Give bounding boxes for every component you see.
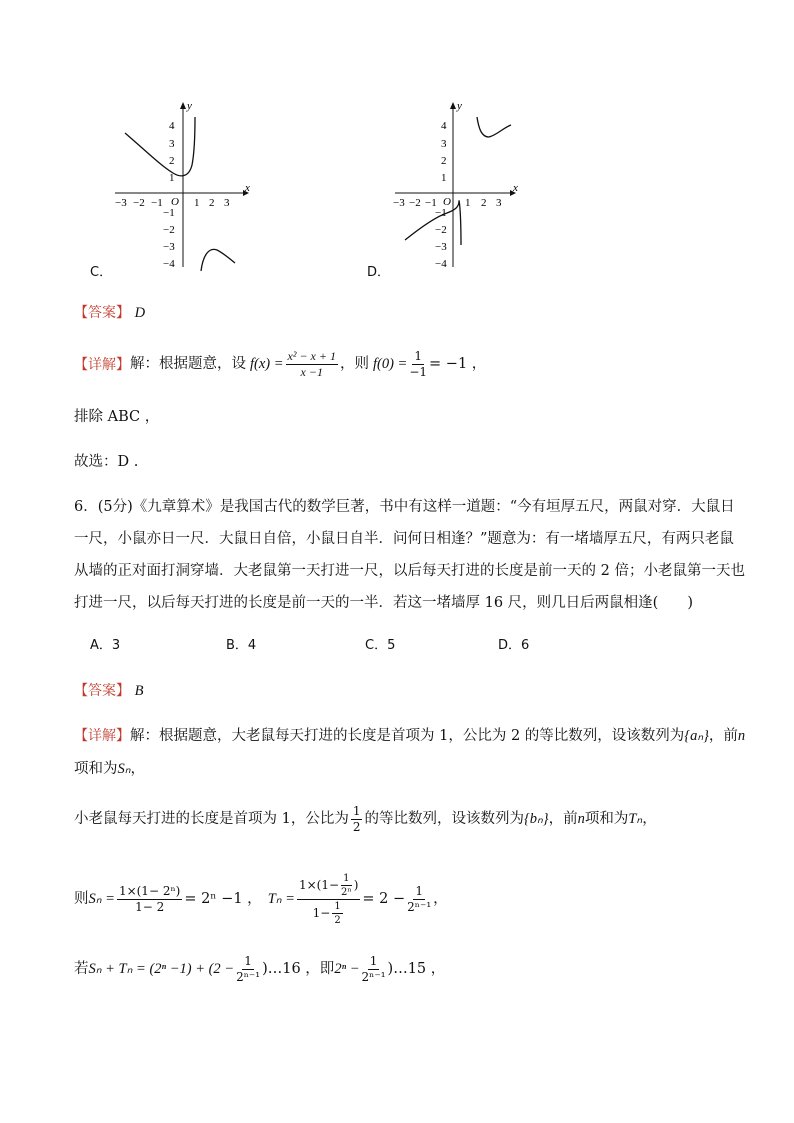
fx-lhs: f(x) = bbox=[250, 356, 284, 373]
q6-detail-line-2 bbox=[74, 762, 145, 777]
tn-lhs: Tₙ = bbox=[267, 891, 295, 908]
denominator: 2 bbox=[352, 820, 361, 835]
q5-choose: 故选：D . bbox=[74, 454, 139, 470]
x-tick: 3 bbox=[496, 197, 502, 209]
sum-fraction bbox=[236, 955, 260, 984]
numerator: 1 bbox=[351, 805, 363, 820]
detail-text: ，前 bbox=[548, 811, 578, 828]
f0-fraction bbox=[409, 350, 427, 379]
var-n: n bbox=[737, 728, 746, 744]
var-n: n bbox=[577, 811, 585, 828]
y-tick: 3 bbox=[169, 138, 175, 150]
denominator: 1− 2 bbox=[135, 900, 165, 914]
ineq-lhs: 2ⁿ − bbox=[334, 961, 360, 978]
denominator: 2ⁿ⁻¹ bbox=[361, 970, 386, 985]
y-tick: −4 bbox=[435, 258, 447, 270]
option-c-label: C． bbox=[90, 265, 113, 280]
tn-num-part: 1×(1− bbox=[298, 877, 340, 892]
ineq-rhs: )…15 ， bbox=[387, 961, 446, 978]
y-tick: 3 bbox=[441, 138, 447, 150]
q6-stem-line-3: 从墙的正对面打洞穿墙．大老鼠第一天打进一尺，以后每天打进的长度是前一天的 2 倍；小老鼠第一天也 bbox=[74, 563, 745, 579]
then-text: ，则 bbox=[339, 356, 369, 373]
detail-text: 的等比数列，设该数列为 bbox=[364, 811, 524, 828]
curve-lower bbox=[201, 249, 235, 271]
answer-value: B bbox=[134, 683, 144, 699]
q6-detail-line-3 bbox=[74, 805, 657, 834]
sum-rhs: )…16 ，即 bbox=[262, 961, 335, 978]
detail-text: 解：根据题意，大老鼠每天打进的长度是首项为 1，公比为 2 的等比数列，设该数列为 bbox=[130, 728, 685, 744]
y-tick: 2 bbox=[169, 155, 175, 167]
sequence-a: {aₙ} bbox=[684, 728, 709, 744]
answer-value: D bbox=[134, 305, 146, 321]
denominator: 2ⁿ⁻¹ bbox=[407, 900, 432, 914]
y-tick: 4 bbox=[441, 120, 447, 132]
tn-den-part: 1− bbox=[312, 905, 331, 920]
q5-exclude: 排除 ABC ， bbox=[74, 409, 160, 425]
x-tick: 2 bbox=[481, 197, 487, 209]
graph-c bbox=[105, 95, 255, 275]
answer-tag: 【答案】 bbox=[74, 305, 130, 321]
y-tick: −1 bbox=[435, 207, 447, 219]
y-tick: 1 bbox=[169, 172, 175, 184]
y-tick: −2 bbox=[163, 224, 175, 236]
answer-tag: 【答案】 bbox=[74, 683, 130, 699]
x-axis-label: x bbox=[513, 182, 518, 194]
x-axis-label: x bbox=[245, 182, 250, 194]
x-tick: −3 bbox=[115, 197, 127, 209]
y-tick: −3 bbox=[435, 241, 447, 253]
q6-option-c: C．5 bbox=[365, 638, 396, 653]
f0-numerator: 1 bbox=[412, 350, 424, 365]
f0-lhs: f(0) = bbox=[372, 356, 408, 373]
q6-detail-line-1 bbox=[74, 729, 745, 744]
y-tick: −1 bbox=[163, 207, 175, 219]
y-tick: −4 bbox=[163, 258, 175, 270]
tn-rhs-fraction bbox=[407, 885, 431, 914]
detail-text: 若 bbox=[74, 961, 89, 978]
var-sn: Sₙ bbox=[117, 761, 131, 777]
curve-upper bbox=[477, 117, 511, 137]
denominator: 2ⁿ⁻¹ bbox=[236, 970, 261, 985]
tn-num-part: ) bbox=[353, 877, 359, 892]
detail-text: ， bbox=[642, 811, 657, 828]
sequence-b: {bₙ} bbox=[523, 811, 549, 828]
numerator: 1 bbox=[242, 955, 254, 970]
fx-denominator: x −1 bbox=[300, 365, 323, 380]
y-tick: −2 bbox=[435, 224, 447, 236]
detail-text: 则 bbox=[74, 891, 89, 908]
origin-label: O bbox=[443, 196, 451, 208]
sn-fraction bbox=[117, 885, 182, 914]
detail-text: 小老鼠每天打进的长度是首项为 1，公比为 bbox=[74, 811, 349, 828]
x-tick: 1 bbox=[465, 197, 471, 209]
option-d-label: D． bbox=[367, 265, 391, 280]
numerator: 1 bbox=[343, 873, 350, 884]
y-axis-label: y bbox=[187, 100, 192, 112]
origin-label: O bbox=[171, 196, 179, 208]
detail-text: ， bbox=[433, 891, 448, 908]
x-tick: 2 bbox=[209, 197, 215, 209]
x-tick: 1 bbox=[194, 197, 200, 209]
x-tick: −3 bbox=[393, 197, 405, 209]
inner-fraction bbox=[341, 873, 352, 898]
sum-lhs: Sₙ + Tₙ = (2ⁿ −1) + (2 − bbox=[88, 961, 235, 978]
f0-denominator: −1 bbox=[409, 365, 428, 380]
y-axis-label: y bbox=[457, 100, 462, 112]
q5-answer-row bbox=[74, 306, 145, 321]
detail-text: ，前 bbox=[708, 728, 738, 744]
fx-numerator: x² − x + 1 bbox=[286, 350, 338, 365]
q5-detail-row bbox=[74, 350, 486, 379]
detail-text: 项和为 bbox=[74, 761, 118, 777]
y-tick: 4 bbox=[169, 120, 175, 132]
tn-rhs: = 2 − bbox=[362, 891, 406, 908]
detail-text: 项和为 bbox=[584, 811, 629, 828]
x-tick: −1 bbox=[425, 197, 437, 209]
q6-option-b: B．4 bbox=[226, 638, 257, 653]
denominator bbox=[313, 900, 345, 926]
var-tn: Tₙ bbox=[628, 811, 643, 828]
detail-intro: 解：根据题意，设 bbox=[130, 356, 246, 373]
y-tick: 2 bbox=[441, 155, 447, 167]
graph-d bbox=[385, 95, 535, 275]
numerator: 1 bbox=[334, 901, 341, 912]
half-fraction bbox=[351, 805, 363, 834]
q6-stem-line-4: 打进一尺，以后每天打进的长度是前一天的一半．若这一堵墙厚 16 尺，则几日后两鼠相逢( ) bbox=[74, 595, 693, 611]
q6-answer-row bbox=[74, 684, 143, 699]
denominator: 2ⁿ bbox=[341, 887, 352, 898]
numerator: 1 bbox=[413, 885, 425, 900]
q6-option-a: A．3 bbox=[90, 638, 121, 653]
numerator: 1×(1− 2ⁿ) bbox=[117, 885, 182, 900]
sn-rhs: = 2ⁿ −1 ， bbox=[184, 891, 262, 908]
x-tick: −2 bbox=[133, 197, 145, 209]
ineq-fraction bbox=[362, 955, 386, 984]
detail-tag: 【详解】 bbox=[74, 356, 130, 373]
q6-option-d: D．6 bbox=[498, 638, 530, 653]
denominator: 2 bbox=[334, 915, 341, 926]
numerator: 1 bbox=[368, 955, 380, 970]
sn-lhs: Sₙ = bbox=[88, 891, 115, 908]
q6-sn-tn-formulas bbox=[74, 873, 448, 926]
y-tick: −3 bbox=[163, 241, 175, 253]
numerator bbox=[297, 873, 360, 900]
x-tick: −2 bbox=[409, 197, 421, 209]
detail-text: ， bbox=[130, 761, 146, 777]
detail-tag: 【详解】 bbox=[74, 728, 130, 744]
q6-inequality bbox=[74, 955, 445, 984]
y-tick: 1 bbox=[441, 172, 447, 184]
inner-fraction bbox=[332, 901, 342, 926]
x-tick: −1 bbox=[151, 197, 163, 209]
f0-result: = −1 ， bbox=[429, 356, 487, 373]
fx-fraction bbox=[286, 350, 338, 379]
curve-upper bbox=[125, 117, 195, 176]
x-tick: 3 bbox=[224, 197, 230, 209]
q6-stem-line-2: 一尺，小鼠亦日一尺．大鼠日自倍，小鼠日自半．问何日相逢？”题意为：有一堵墙厚五尺，有两只老鼠 bbox=[74, 531, 734, 547]
tn-fraction bbox=[297, 873, 360, 926]
q6-stem-line-1: 6．(5分)《九章算术》是我国古代的数学巨著，书中有这样一道题：“今有垣厚五尺，两鼠对穿．大鼠日 bbox=[74, 499, 735, 515]
